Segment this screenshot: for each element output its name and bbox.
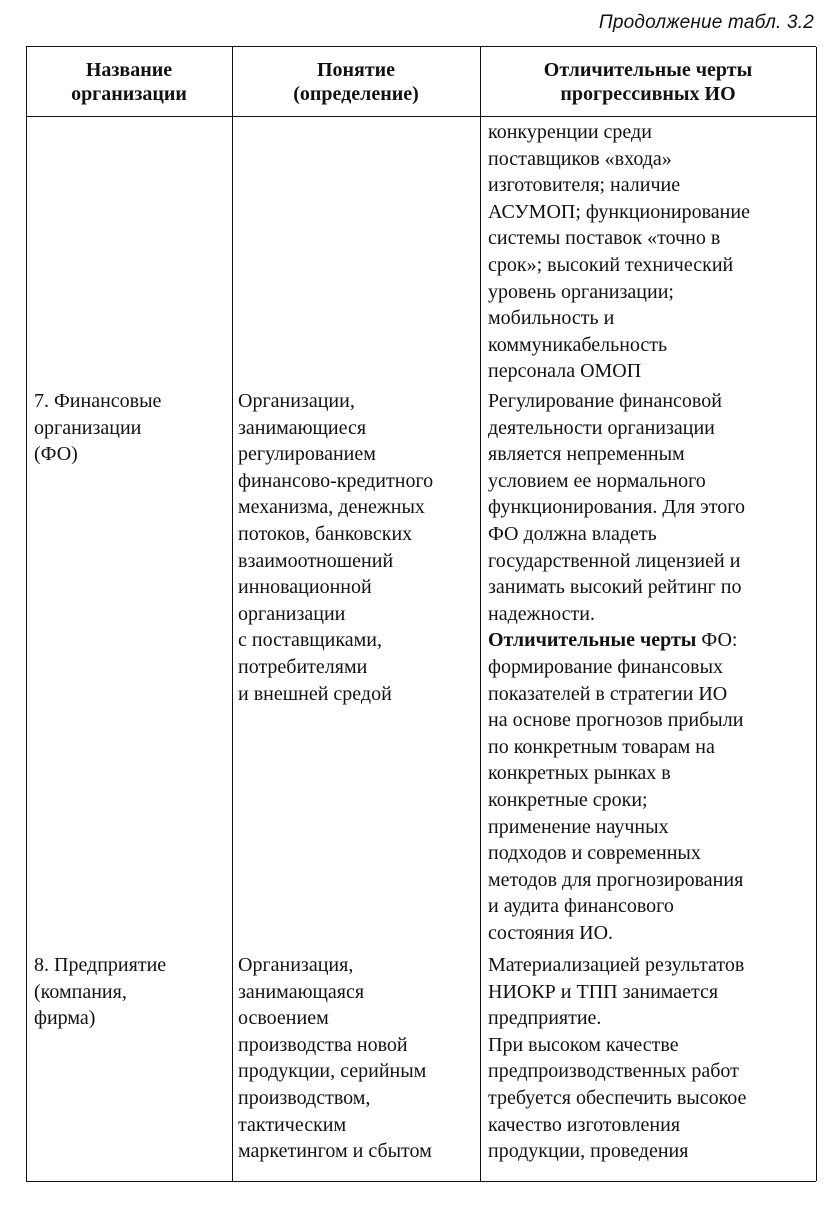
column-divider-2 — [480, 47, 481, 1181]
text-line: регулированием — [238, 443, 376, 466]
header-line: Отличительные черты — [543, 58, 753, 81]
text-line: предпроизводственных работ — [488, 1060, 739, 1083]
text-line: АСУМОП; функционирование — [488, 200, 750, 223]
text-line: конкретные сроки; — [488, 788, 648, 811]
header-line: прогрессивных ИО — [560, 82, 736, 105]
header-definition — [232, 47, 480, 116]
text-line: и внешней средой — [238, 682, 392, 705]
text-line: 7. Финансовые — [34, 390, 162, 412]
text-line: государственной лицензией и — [488, 549, 741, 572]
organizations-table — [26, 46, 816, 1182]
text-line: является непременным — [488, 443, 685, 466]
text-line: занимающаяся — [238, 980, 365, 1003]
text-line: срок»; высокий технический — [488, 253, 734, 276]
row-8-definition — [238, 952, 432, 1165]
text-line: с поставщиками, — [238, 629, 383, 652]
text-line: организации — [238, 602, 346, 625]
features-heading-tail: ФО: — [696, 629, 738, 652]
text-line: формирование финансовых — [488, 655, 724, 678]
text-line: взаимоотношений — [238, 549, 394, 572]
text-line: изготовителя; наличие — [488, 174, 681, 197]
text-line: ФО должна владеть — [488, 522, 657, 545]
text-line: Организации, — [238, 390, 355, 412]
text-line: маркетингом и сбытом — [238, 1140, 432, 1163]
header-divider — [26, 116, 816, 117]
text-line: тактическим — [238, 1113, 347, 1136]
text-line: применение научных — [488, 815, 669, 838]
header-line: (определение) — [293, 82, 419, 105]
header-organization-name — [26, 47, 232, 116]
header-distinctive-features — [480, 47, 816, 116]
text-line: финансово-кредитного — [238, 469, 434, 492]
text-line: Организация, — [238, 954, 354, 976]
table-border-left — [26, 47, 27, 1181]
text-line: надежности. — [488, 602, 595, 625]
text-line: и аудита финансового — [488, 895, 674, 918]
text-line: требуется обеспечить высокое — [488, 1086, 747, 1109]
text-line: Материализацией результатов — [488, 954, 745, 976]
header-line: Понятие — [316, 58, 396, 81]
features-continuation — [488, 119, 750, 385]
text-line: Регулирование финансовой — [488, 390, 722, 412]
header-line: Название — [85, 58, 173, 81]
text-line: фирма) — [34, 1007, 96, 1030]
text-line: освоением — [238, 1007, 329, 1030]
text-line: потоков, банковских — [238, 522, 413, 545]
text-line: занимающиеся — [238, 416, 367, 439]
text-line: При высоком качестве — [488, 1033, 679, 1056]
text-line: конкуренции среди — [488, 121, 652, 143]
text-line: мобильность и — [488, 307, 615, 330]
text-line: поставщиков «входа» — [488, 147, 672, 170]
text-line: конкретных рынках в — [488, 762, 671, 785]
row-8-name — [34, 952, 166, 1032]
text-line: (ФО) — [34, 443, 78, 466]
text-line: 8. Предприятие — [34, 954, 167, 976]
table-continuation-caption: Продолжение табл. 3.2 — [598, 12, 814, 33]
text-line: продукции, серийным — [238, 1060, 427, 1083]
text-line: (компания, — [34, 980, 127, 1003]
row-7-definition — [238, 388, 433, 707]
row-8-features — [488, 952, 746, 1165]
text-line: условием ее нормального — [488, 469, 706, 492]
text-line: потребителями — [238, 655, 368, 678]
text-line: продукции, проведения — [488, 1140, 689, 1163]
text-line: функционирования. Для этого — [488, 496, 745, 519]
table-border-right — [816, 47, 817, 1181]
text-line: персонала ОМОП — [488, 360, 642, 383]
text-line: качество изготовления — [488, 1113, 681, 1136]
text-line: на основе прогнозов прибыли — [488, 709, 744, 732]
text-line: занимать высокий рейтинг по — [488, 576, 742, 599]
column-divider-1 — [232, 47, 233, 1181]
text-line: системы поставок «точно в — [488, 227, 721, 250]
text-line: состояния ИО. — [488, 921, 614, 944]
text-line: производства новой — [238, 1033, 408, 1056]
text-line: методов для прогнозирования — [488, 868, 744, 891]
header-line: организации — [71, 82, 187, 105]
text-line: по конкретным товарам на — [488, 735, 715, 758]
text-line: уровень организации; — [488, 280, 674, 303]
text-line: подходов и современных — [488, 842, 701, 865]
text-line: предприятие. — [488, 1007, 602, 1030]
row-7-name — [34, 388, 161, 468]
text-line: показателей в стратегии ИО — [488, 682, 728, 705]
text-line: деятельности организации — [488, 416, 715, 439]
row-7-features — [488, 388, 745, 946]
text-line: НИОКР и ТПП занимается — [488, 980, 719, 1003]
text-line: инновационной — [238, 576, 372, 599]
text-line: организации — [34, 416, 142, 439]
features-heading-line — [488, 627, 745, 654]
text-line: производством, — [238, 1086, 371, 1109]
text-line: механизма, денежных — [238, 496, 425, 519]
features-heading-bold: Отличительные черты — [488, 629, 697, 652]
text-line: коммуникабельность — [488, 333, 668, 356]
